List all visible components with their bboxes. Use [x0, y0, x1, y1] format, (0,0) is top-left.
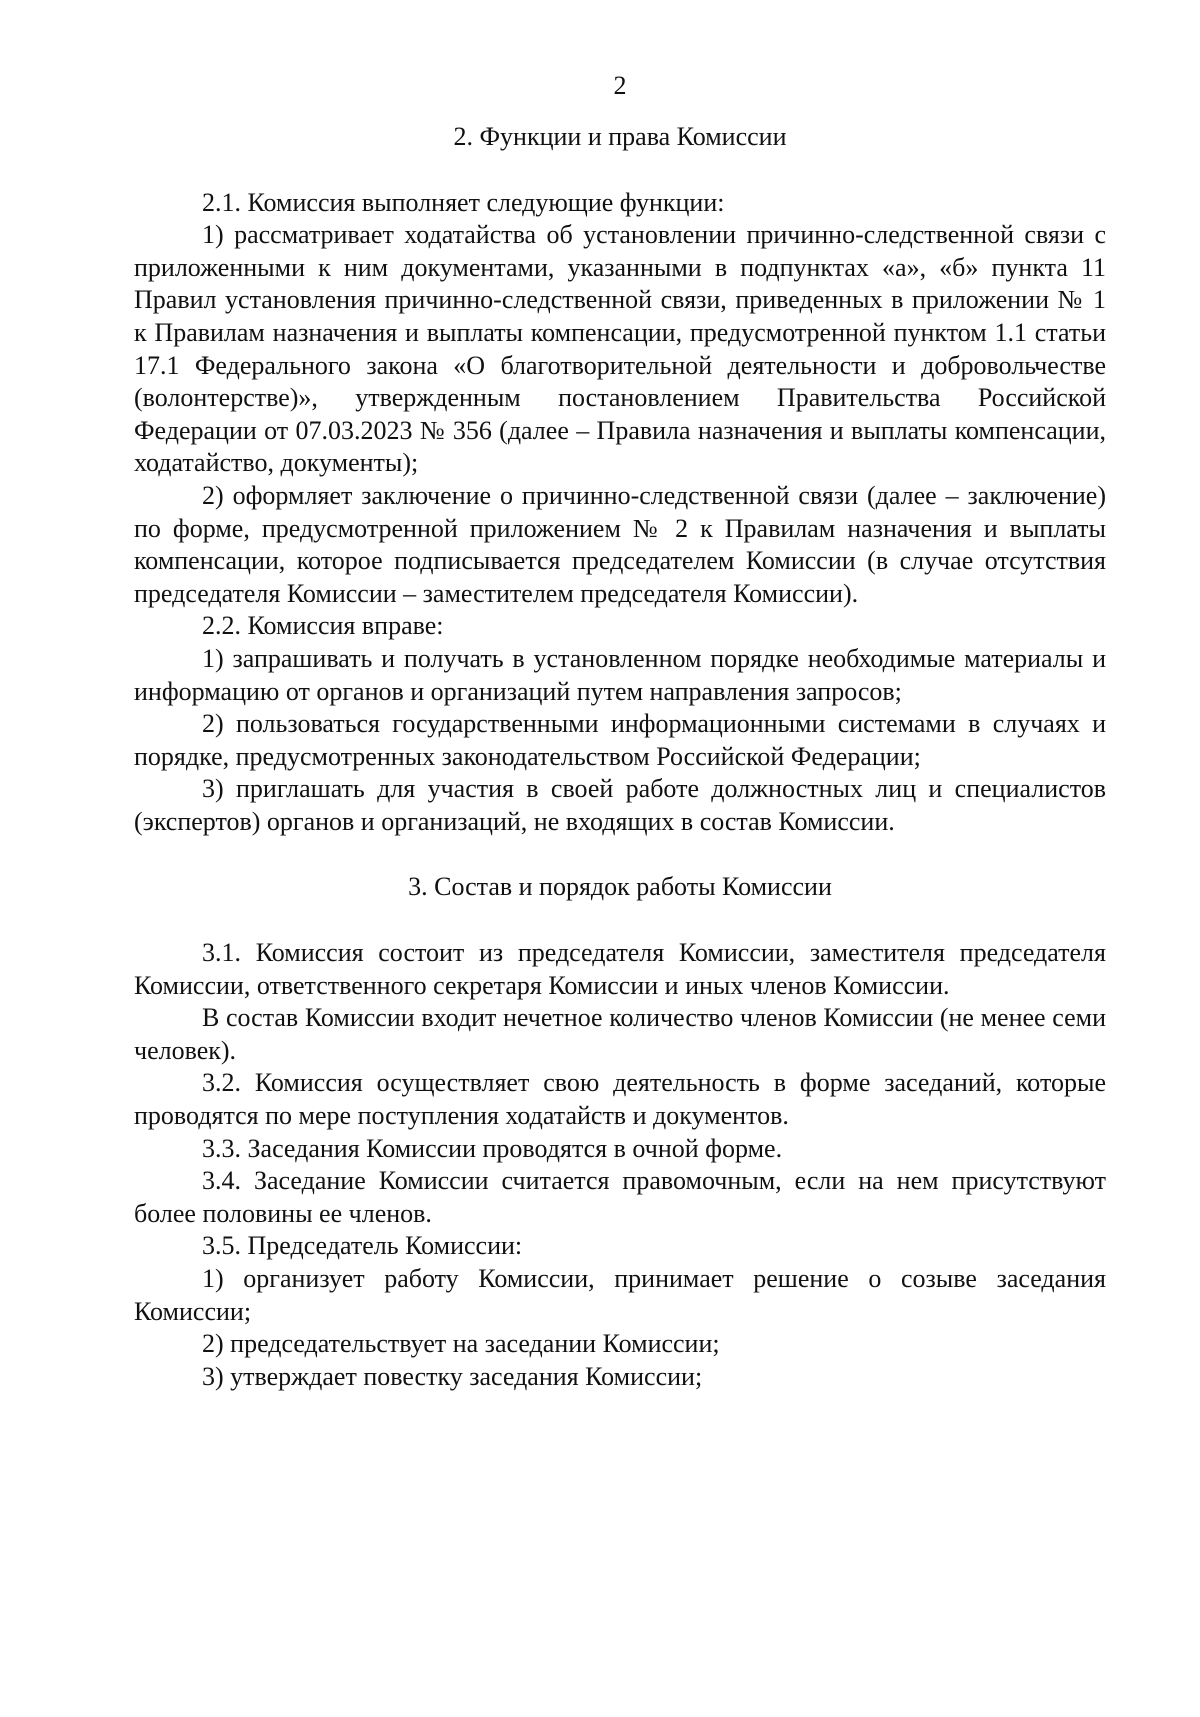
paragraph-2-2: 2.2. Комиссия вправе:	[202, 611, 444, 641]
paragraph-3-4: 3.4. Заседание Комиссии считается правомочным, если на нем присутствуют более половины ее членов.	[134, 1166, 1106, 1228]
paragraph-3-5: 3.5. Председатель Комиссии:	[202, 1231, 523, 1261]
paragraph-3-3: 3.3. Заседания Комиссии проводятся в очной форме.	[202, 1133, 783, 1163]
paragraph-3-1-composition: В состав Комиссии входит нечетное количество членов Комиссии (не менее семи человек).	[134, 1003, 1106, 1065]
paragraph-3-5-item-3: 3) утверждает повестку заседания Комиссии;	[202, 1361, 703, 1391]
section-2-title: 2. Функции и права Комиссии	[453, 122, 787, 151]
section-3-title: 3. Состав и порядок работы Комиссии	[408, 872, 832, 902]
paragraph-3-5-item-2: 2) председательствует на заседании Комиссии;	[202, 1329, 720, 1359]
paragraph-3-5-item-1: 1) организует работу Комиссии, принимает решение о созыве заседания Комиссии;	[134, 1264, 1106, 1326]
paragraph-2-1-item-1: 1) рассматривает ходатайства об установлении причинно-следственной связи с приложенными к ним документами, указанными в подпунктах «а», «б» пункта 11 Правил установления причинно-следственной связи, приведенных в приложении № 1 к Правилам назначения и выплаты компенсации, предусмотренной пунктом 1.1 статьи 17.1 Федерального закона «О благотворительной деятельности и добровольчестве (волонтерстве)», утвержденным постановлением Правительства Российской Федерации от 07.03.2023 № 356 (далее – Правила назначения и выплаты компенсации, ходатайство, документы);	[134, 220, 1106, 478]
paragraph-3-2: 3.2. Комиссия осуществляет свою деятельность в форме заседаний, которые проводятся по мере поступления ходатайств и документов.	[134, 1068, 1106, 1131]
page-number: 2	[613, 71, 627, 100]
paragraph-2-2-item-1: 1) запрашивать и получать в установленном порядке необходимые материалы и информацию от органов и организаций путем направления запросов;	[134, 643, 1106, 706]
paragraph-2-2-item-2: 2) пользоваться государственными информационными системами в случаях и порядке, предусмотренных законодательством Российской Федерации;	[134, 709, 1106, 771]
paragraph-2-1: 2.1. Комиссия выполняет следующие функции:	[202, 187, 725, 217]
paragraph-3-1: 3.1. Комиссия состоит из председателя Комиссии, заместителя председателя Комиссии, ответственного секретаря Комиссии и иных членов Комиссии.	[134, 938, 1106, 1000]
document-body	[134, 121, 1106, 1393]
paragraph-2-1-item-2: 2) оформляет заключение о причинно-следственной связи (далее – заключение) по форме, предусмотренной приложением № 2 к Правилам назначения и выплаты компенсации, которое подписывается председателем Комиссии (в случае отсутствия председателя Комиссии – заместителем председателя Комиссии).	[134, 480, 1106, 608]
paragraph-2-2-item-3: 3) приглашать для участия в своей работе должностных лиц и специалистов (экспертов) органов и организаций, не входящих в состав Комиссии.	[134, 774, 1106, 836]
